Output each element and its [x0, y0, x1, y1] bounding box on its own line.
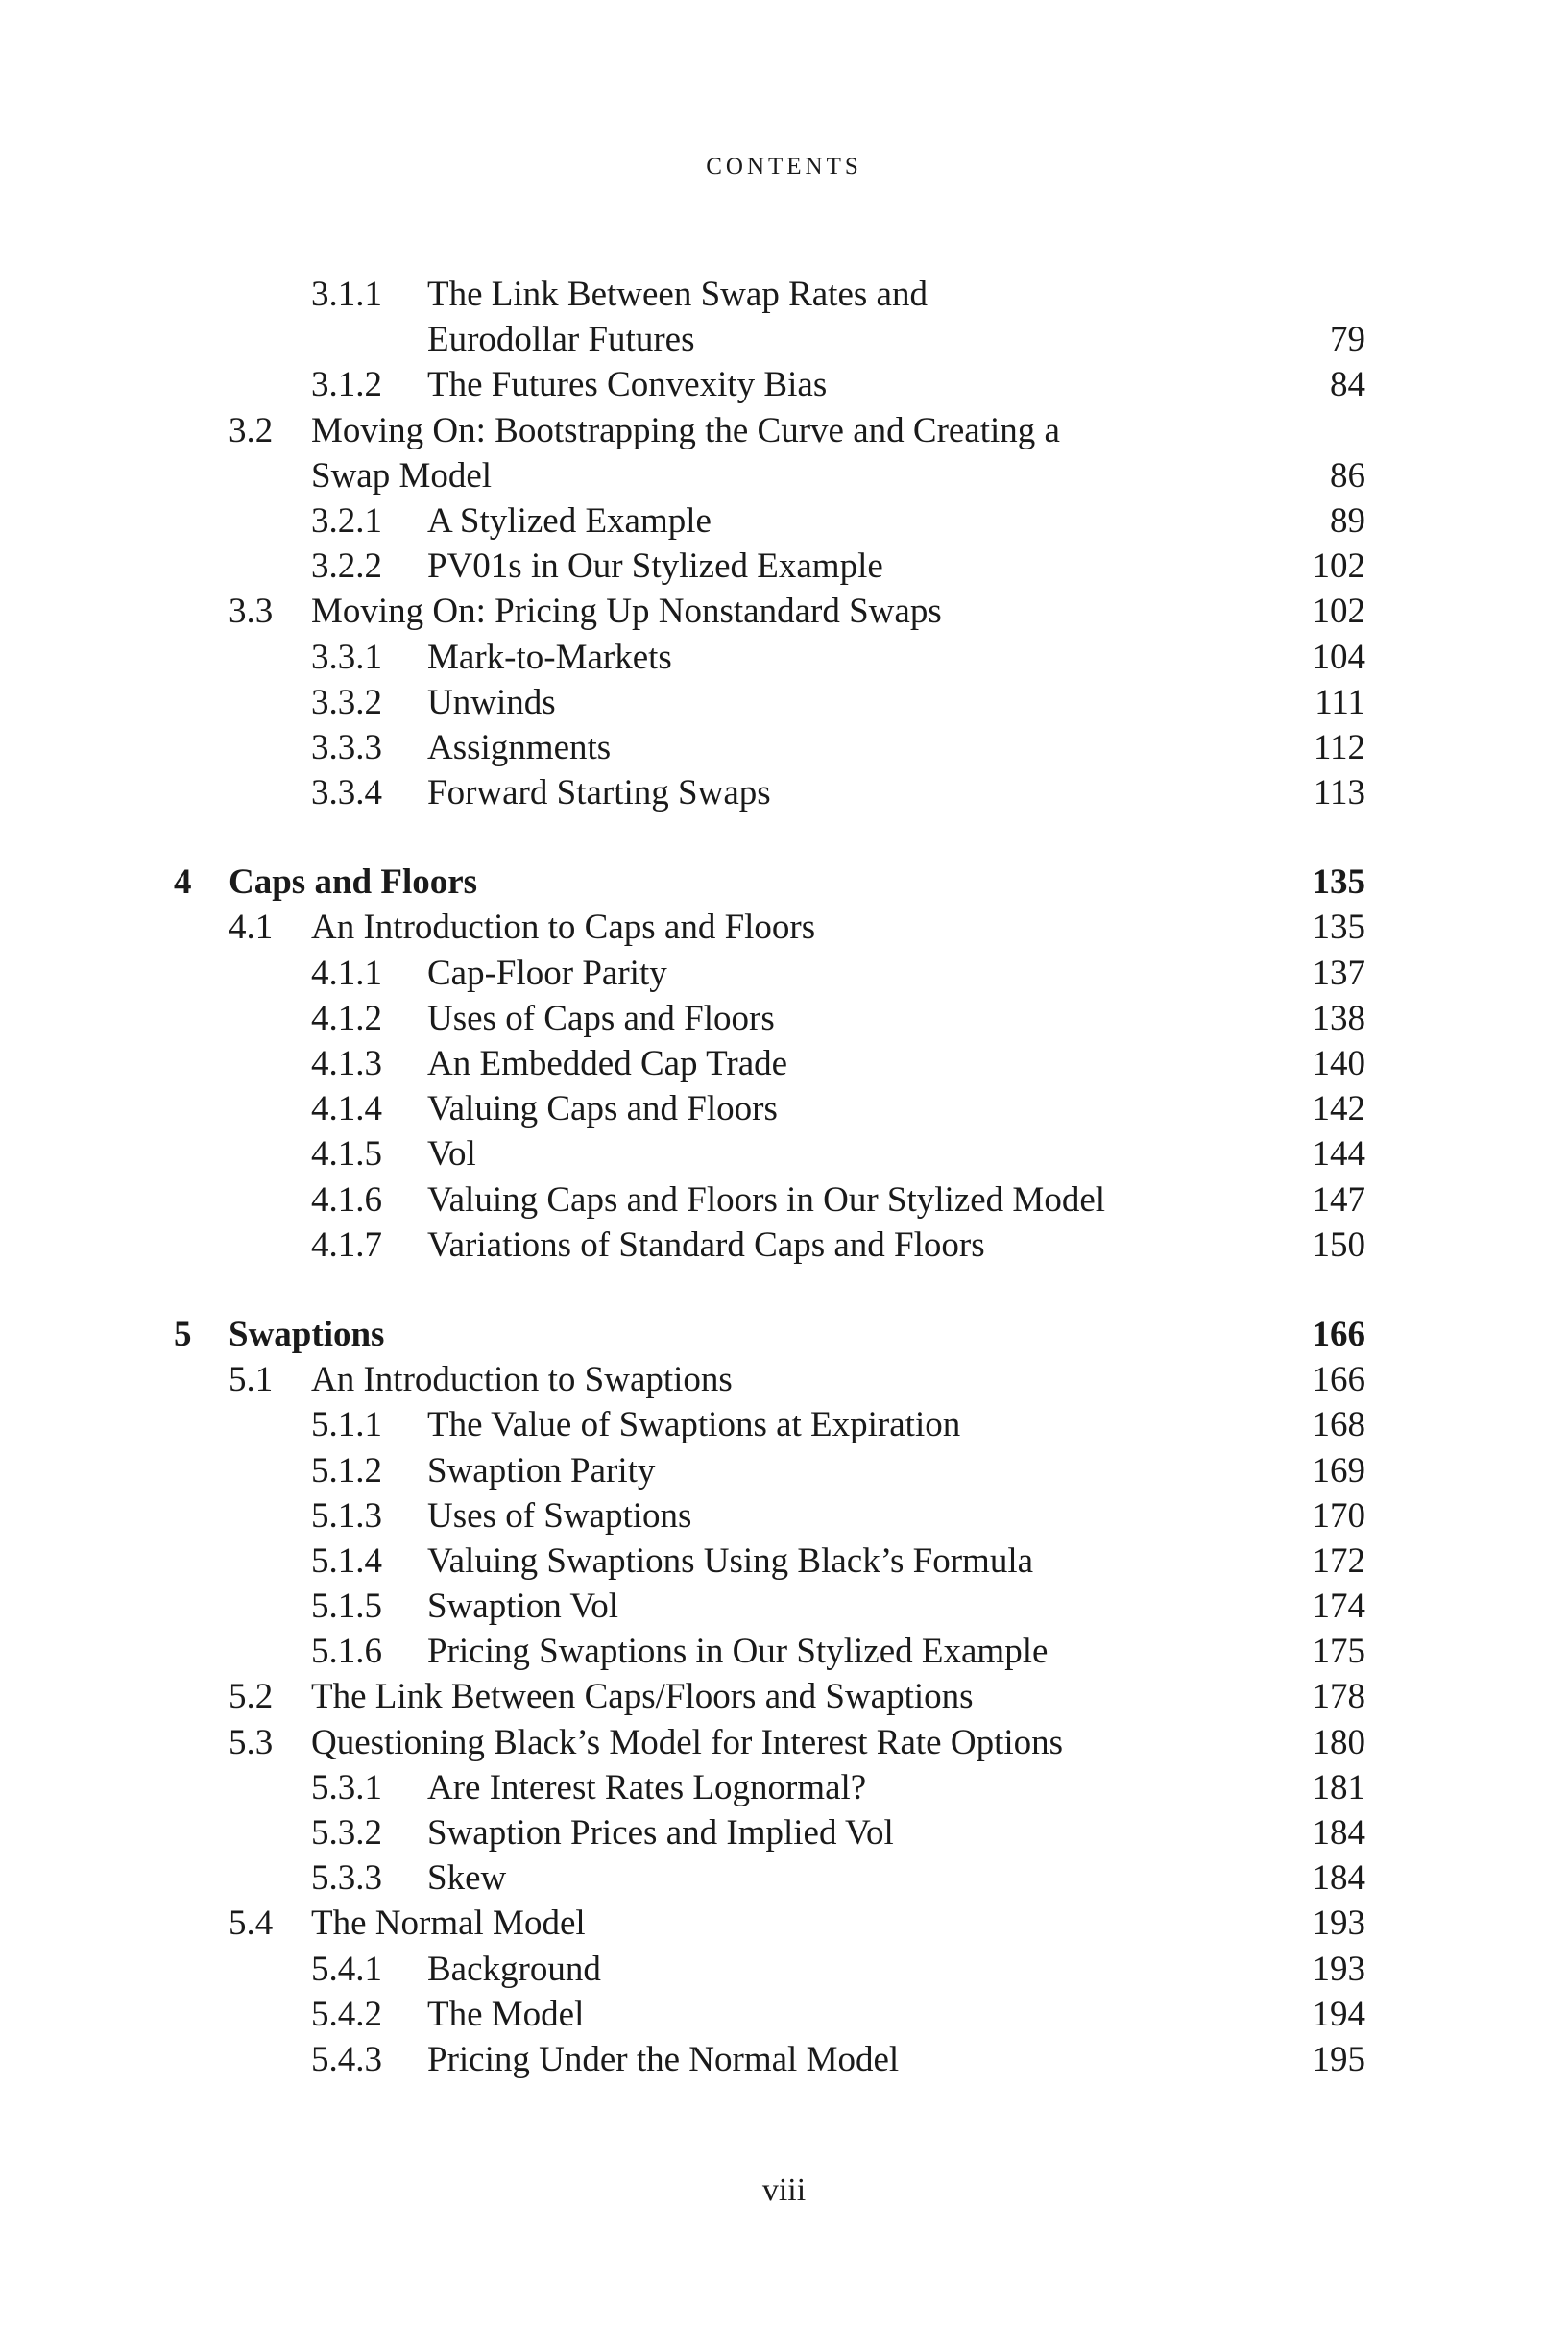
toc-entry-number: 5.3.2	[311, 1813, 382, 1853]
toc-entry-title: Background	[427, 1949, 601, 1989]
toc-subsection-entry[interactable]	[0, 1493, 1568, 1539]
toc-entry-page: 135	[1312, 908, 1365, 948]
toc-entry-page: 166	[1312, 1314, 1365, 1354]
toc-section-entry[interactable]	[0, 1357, 1568, 1402]
toc-subsection-entry[interactable]	[0, 770, 1568, 815]
toc-entry-title: Eurodollar Futures	[427, 320, 695, 360]
toc-entry-page: 168	[1312, 1405, 1365, 1445]
toc-entry-number: 3.2.1	[311, 500, 382, 541]
toc-subsection-entry[interactable]	[0, 1448, 1568, 1493]
toc-entry-number: 5.4.1	[311, 1949, 382, 1989]
toc-entry-number: 4.1.7	[311, 1224, 382, 1265]
toc-entry-title: The Futures Convexity Bias	[427, 365, 828, 405]
toc-subsection-entry[interactable]	[0, 1810, 1568, 1855]
toc-section-entry[interactable]	[0, 1720, 1568, 1765]
toc-entry-title: A Stylized Example	[427, 500, 712, 541]
toc-entry-page: 166	[1312, 1360, 1365, 1400]
toc-entry-number: 5.4.2	[311, 1994, 382, 2034]
toc-entry-title: Forward Starting Swaps	[427, 773, 771, 813]
toc-entry-page: 79	[1330, 320, 1365, 360]
toc-entry-number: 5.4.3	[311, 2039, 382, 2079]
toc-entry-page: 180	[1312, 1722, 1365, 1762]
toc-entry-number: 5.1.2	[311, 1450, 382, 1491]
toc-section-entry[interactable]	[0, 1674, 1568, 1719]
toc-entry-title: Moving On: Pricing Up Nonstandard Swaps	[311, 592, 942, 632]
toc-entry-title: Valuing Caps and Floors in Our Stylized Model	[427, 1179, 1106, 1220]
toc-entry-page: 137	[1312, 953, 1365, 993]
toc-entry-number: 3.3.1	[311, 637, 382, 677]
toc-entry-page: 86	[1330, 455, 1365, 496]
toc-entry-number: 3.3.3	[311, 727, 382, 767]
toc-entry-number: 3.1.1	[311, 275, 382, 314]
toc-subsection-entry[interactable]	[0, 951, 1568, 996]
toc-subsection-entry[interactable]	[0, 2037, 1568, 2082]
toc-entry-title: The Value of Swaptions at Expiration	[427, 1405, 961, 1445]
toc-entry-number: 5.3	[229, 1722, 274, 1762]
toc-entry-title: An Introduction to Caps and Floors	[311, 908, 816, 948]
toc-subsection-entry[interactable]	[0, 272, 1568, 317]
toc-entry-title: Swaption Vol	[427, 1587, 619, 1627]
toc-entry-page: 111	[1315, 682, 1365, 722]
toc-entry-page: 193	[1312, 1949, 1365, 1989]
toc-entry-page: 178	[1312, 1677, 1365, 1717]
toc-entry-page: 142	[1312, 1089, 1365, 1129]
toc-section-entry[interactable]	[0, 1901, 1568, 1946]
toc-entry-page: 89	[1330, 500, 1365, 541]
toc-entry-number: 4.1.1	[311, 953, 382, 993]
toc-entry-title: The Link Between Swap Rates and	[427, 275, 928, 314]
toc-subsection-entry[interactable]	[0, 544, 1568, 589]
toc-entry-number: 5.3.3	[311, 1858, 382, 1899]
toc-subsection-entry[interactable]	[0, 1947, 1568, 1992]
toc-entry-title: Swaption Prices and Implied Vol	[427, 1813, 894, 1853]
toc-subsection-entry[interactable]	[0, 1584, 1568, 1629]
toc-entry-number: 5	[174, 1314, 192, 1354]
toc-section-entry[interactable]	[0, 453, 1568, 498]
toc-subsection-entry[interactable]	[0, 1177, 1568, 1223]
toc-subsection-entry[interactable]	[0, 1539, 1568, 1584]
toc-entry-page: 112	[1313, 727, 1365, 767]
toc-entry-page: 102	[1312, 592, 1365, 632]
toc-entry-title: An Introduction to Swaptions	[311, 1360, 733, 1400]
running-head: CONTENTS	[706, 154, 862, 180]
toc-subsection-entry[interactable]	[0, 1765, 1568, 1810]
toc-entry-number: 5.1	[229, 1360, 274, 1400]
toc-entry-title: Swaptions	[229, 1314, 385, 1354]
toc-entry-title: Cap-Floor Parity	[427, 953, 667, 993]
toc-entry-title: Valuing Caps and Floors	[427, 1089, 778, 1129]
toc-entry-title: The Model	[427, 1994, 585, 2034]
toc-subsection-entry[interactable]	[0, 996, 1568, 1041]
page-number: viii	[761, 2172, 807, 2208]
toc-entry-page: 144	[1312, 1134, 1365, 1175]
toc-entry-page: 169	[1312, 1450, 1365, 1491]
toc-entry-number: 5.1.5	[311, 1587, 382, 1627]
toc-entry-page: 150	[1312, 1224, 1365, 1265]
toc-entry-title: Variations of Standard Caps and Floors	[427, 1224, 985, 1265]
toc-entry-number: 5.1.4	[311, 1540, 382, 1581]
toc-entry-page: 184	[1312, 1813, 1365, 1853]
toc-entry-number: 4.1.5	[311, 1134, 382, 1175]
toc-entry-number: 4.1	[229, 908, 274, 948]
toc-entry-page: 195	[1312, 2039, 1365, 2079]
toc-entry-number: 4.1.6	[311, 1179, 382, 1220]
toc-entry-number: 3.3.2	[311, 682, 382, 722]
toc-subsection-entry[interactable]	[0, 680, 1568, 725]
toc-entry-number: 3.2	[229, 410, 274, 450]
toc-entry-number: 5.2	[229, 1677, 274, 1717]
toc-entry-title: Valuing Swaptions Using Black’s Formula	[427, 1540, 1034, 1581]
toc-entry-page: 175	[1312, 1632, 1365, 1672]
toc-entry-number: 4	[174, 862, 192, 903]
toc-entry-page: 170	[1312, 1495, 1365, 1536]
toc-entry-page: 104	[1312, 637, 1365, 677]
toc-subsection-entry[interactable]	[0, 725, 1568, 770]
toc-section-entry[interactable]	[0, 589, 1568, 634]
toc-entry-number: 5.1.3	[311, 1495, 382, 1536]
toc-entry-page: 181	[1312, 1767, 1365, 1807]
toc-entry-title: Questioning Black’s Model for Interest Rate Options	[311, 1722, 1064, 1762]
toc-entry-title: Mark-to-Markets	[427, 637, 672, 677]
toc-entry-title: Pricing Swaptions in Our Stylized Example	[427, 1632, 1049, 1672]
toc-entry-title: PV01s in Our Stylized Example	[427, 546, 883, 587]
toc-entry-title: Uses of Caps and Floors	[427, 998, 775, 1038]
toc-entry-title: Assignments	[427, 727, 612, 767]
toc-entry-page: 84	[1330, 365, 1365, 405]
toc-entry-number: 4.1.3	[311, 1044, 382, 1083]
toc-entry-page: 172	[1312, 1540, 1365, 1581]
table-of-contents	[0, 272, 1568, 2082]
toc-entry-number: 5.3.1	[311, 1767, 382, 1807]
toc-entry-page: 102	[1312, 546, 1365, 587]
toc-entry-number: 4.1.2	[311, 998, 382, 1038]
toc-entry-number: 3.3	[229, 592, 274, 632]
toc-entry-page: 193	[1312, 1903, 1365, 1944]
toc-subsection-entry[interactable]	[0, 635, 1568, 680]
toc-entry-title: Unwinds	[427, 682, 556, 722]
toc-entry-number: 5.1.1	[311, 1405, 382, 1445]
toc-entry-page: 174	[1312, 1587, 1365, 1627]
toc-subsection-entry[interactable]	[0, 1086, 1568, 1131]
toc-subsection-entry[interactable]	[0, 362, 1568, 407]
toc-entry-title: Moving On: Bootstrapping the Curve and Creating a	[311, 410, 1060, 450]
toc-entry-title: Swap Model	[311, 455, 493, 496]
toc-section-entry[interactable]	[0, 408, 1568, 453]
toc-entry-title: An Embedded Cap Trade	[427, 1044, 788, 1083]
toc-entry-number: 5.4	[229, 1903, 274, 1944]
toc-entry-title: Uses of Swaptions	[427, 1495, 692, 1536]
toc-entry-page: 184	[1312, 1858, 1365, 1899]
toc-entry-title: Are Interest Rates Lognormal?	[427, 1767, 867, 1807]
toc-entry-number: 4.1.4	[311, 1089, 382, 1129]
toc-subsection-entry[interactable]	[0, 1131, 1568, 1176]
toc-subsection-entry[interactable]	[0, 498, 1568, 544]
toc-entry-page: 147	[1312, 1179, 1365, 1220]
toc-entry-number: 3.1.2	[311, 365, 382, 405]
toc-subsection-entry[interactable]	[0, 1629, 1568, 1674]
toc-subsection-entry[interactable]	[0, 1402, 1568, 1447]
toc-subsection-entry[interactable]	[0, 1992, 1568, 2037]
toc-entry-page: 194	[1312, 1994, 1365, 2034]
toc-entry-number: 5.1.6	[311, 1632, 382, 1672]
toc-entry-title: Skew	[427, 1858, 507, 1899]
toc-entry-title: The Link Between Caps/Floors and Swaptions	[311, 1677, 974, 1717]
toc-entry-title: Caps and Floors	[229, 862, 478, 903]
toc-entry-title: Vol	[427, 1134, 476, 1175]
toc-chapter-entry[interactable]	[0, 860, 1568, 905]
toc-entry-page: 138	[1312, 998, 1365, 1038]
toc-section-entry[interactable]	[0, 905, 1568, 950]
toc-entry-number: 3.2.2	[311, 546, 382, 587]
toc-subsection-entry[interactable]	[0, 1041, 1568, 1086]
toc-subsection-entry[interactable]	[0, 1855, 1568, 1901]
toc-entry-title: Pricing Under the Normal Model	[427, 2039, 900, 2079]
toc-subsection-entry[interactable]	[0, 1223, 1568, 1268]
toc-entry-page: 135	[1312, 862, 1365, 903]
toc-subsection-entry[interactable]	[0, 317, 1568, 362]
toc-entry-number: 3.3.4	[311, 773, 382, 813]
toc-entry-title: The Normal Model	[311, 1903, 586, 1944]
toc-entry-page: 113	[1313, 773, 1365, 813]
toc-entry-page: 140	[1312, 1044, 1365, 1083]
toc-entry-title: Swaption Parity	[427, 1450, 656, 1491]
toc-chapter-entry[interactable]	[0, 1312, 1568, 1357]
